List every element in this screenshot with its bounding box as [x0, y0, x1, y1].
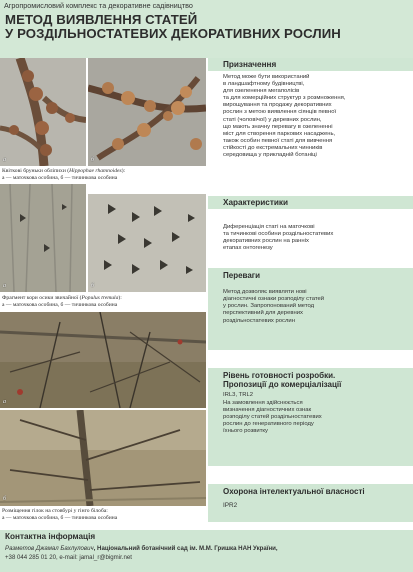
purpose-line: в ландшафтному будівництві,: [223, 81, 305, 88]
characteristics-line: етапах онтогенезу: [223, 245, 273, 252]
advantages-line: перспективний для деревних: [223, 310, 303, 317]
purpose-line: вирощування та продажу декоративних: [223, 102, 332, 109]
purpose-line: для озеленення мегаполісів: [223, 88, 300, 95]
contact-organization: , Національний ботанічний сад ім. М.М. Гришка НАН України,: [93, 545, 278, 552]
figure1-caption-text: Квіткові бруньки обліпихи (: [2, 168, 70, 174]
ip-box: [208, 484, 413, 522]
title-line-2: У РОЗДІЛЬНОСТАТЕВИХ ДЕКОРАТИВНИХ РОСЛИН: [5, 26, 341, 41]
section-body-ip: IPR2: [223, 502, 238, 510]
section-body-characteristics: [208, 224, 413, 252]
figure1-label-a: а: [3, 157, 6, 163]
figure1-caption: [2, 168, 206, 181]
readiness-line: розподілу статей роздільностатевих: [223, 413, 322, 420]
figure3-caption: [2, 508, 206, 521]
purpose-line: Метод може бути використаний: [223, 74, 310, 80]
purpose-line: що мають значну перевагу в озелененні: [223, 123, 333, 130]
readiness-line: їхнього розвитку: [223, 427, 269, 434]
purpose-line: стійкості до екстремальних чинників: [223, 144, 323, 151]
readiness-line: рослин до генеративного періоду: [223, 420, 314, 427]
section-heading-ip: Охорона інтелектуальної власності: [223, 487, 365, 496]
purpose-line: міст для створення паркових насаджень,: [223, 130, 336, 137]
section-heading-readiness: [208, 368, 413, 389]
characteristics-line: Диференціація статі на маточкові: [223, 224, 315, 230]
ginkgo-branches-photo-a: [0, 312, 206, 408]
advantages-line: Метод дозволяє виявляти нові: [223, 289, 307, 296]
advantages-line: роздільностатевих рослин: [223, 317, 295, 324]
readiness-heading-line1: Рівень готовності розробки.: [223, 371, 336, 380]
contact-details: [5, 544, 409, 562]
category-label: Агропромисловий комплекс та декоративне садівництво: [4, 1, 193, 10]
aspen-bark-photo-b: [88, 194, 206, 292]
section-heading-advantages: Переваги: [223, 271, 261, 280]
figure3-caption-line2: а — маточкова особина, б — тичинкова особина: [2, 514, 118, 521]
purpose-line: рослин з метою виявлення сіянців певної: [223, 109, 337, 116]
figure2-label-a: а: [3, 283, 6, 289]
section-body-advantages: [208, 280, 413, 324]
purpose-line: середовища у прикладній ботаніці: [223, 152, 317, 159]
section-body-purpose: [208, 74, 413, 159]
contact-phone-email: +38 044 285 01 20, e-mail: jamal_r@bigmir.net: [5, 554, 132, 561]
readiness-line: визначення діагностичних ознак: [223, 406, 312, 413]
title-line-1: МЕТОД ВИЯВЛЕННЯ СТАТЕЙ: [5, 12, 198, 27]
figure1-caption-line2: а — маточкова особина, б — тичинкова особина: [2, 174, 118, 181]
figure1-label-b: б: [91, 157, 95, 163]
figure2-caption: [2, 295, 206, 308]
section-heading-characteristics: Характеристики: [208, 196, 413, 209]
ginkgo-branches-photo-b: [0, 410, 206, 506]
characteristics-line: декоративних рослин на ранніх: [223, 238, 309, 245]
document-title: [5, 13, 410, 41]
figure2-caption-line2: а — маточкова особина, б — тичинкова особина: [2, 301, 118, 308]
contact-heading: Контактна інформація: [5, 532, 96, 541]
section-heading-purpose: Призначення: [208, 58, 413, 71]
purpose-line: статі (чоловічої) у деревних рослин,: [223, 116, 322, 123]
advantages-line: діагностичні ознаки розподілу статей: [223, 296, 325, 303]
contact-person: Разметов Джамал Бахлулович: [5, 545, 94, 552]
buckthorn-buds-photo-b: [88, 58, 206, 166]
purpose-line: та для комерційних структур з розмноження,: [223, 95, 346, 102]
buckthorn-buds-photo-a: [0, 58, 86, 166]
figure2-label-b: б: [91, 283, 95, 289]
figure1-species: Hippophae rhamnoides: [69, 168, 122, 174]
figure2-species: Populus tremula: [81, 295, 119, 301]
figure2-caption-text: Фрагмент кори осики звичайної (: [2, 295, 82, 301]
figure3-label-a: а: [3, 399, 6, 405]
figure3-label-b: б: [3, 496, 7, 502]
figure3-caption-line1: Розміщення гілок на стовбурі у гінго білоба:: [2, 508, 108, 514]
figure2-caption-tail: ):: [118, 295, 122, 301]
purpose-line: також особин певної статі для вивчення: [223, 137, 333, 144]
advantages-box: [208, 268, 413, 350]
characteristics-line: та тичинкові особини роздільностатевих: [223, 231, 334, 238]
readiness-line: IRL3, TRL2: [223, 392, 254, 399]
section-body-readiness: [208, 389, 413, 435]
readiness-heading-line2: Пропозиції до комерціалізації: [223, 380, 342, 390]
advantages-line: у рослин. Запропонований метод: [223, 303, 315, 310]
readiness-line: На замовлення здійснюється: [223, 399, 303, 406]
aspen-bark-photo-a: [0, 184, 86, 292]
figure1-caption-tail: ):: [121, 168, 126, 174]
readiness-box: [208, 368, 413, 466]
